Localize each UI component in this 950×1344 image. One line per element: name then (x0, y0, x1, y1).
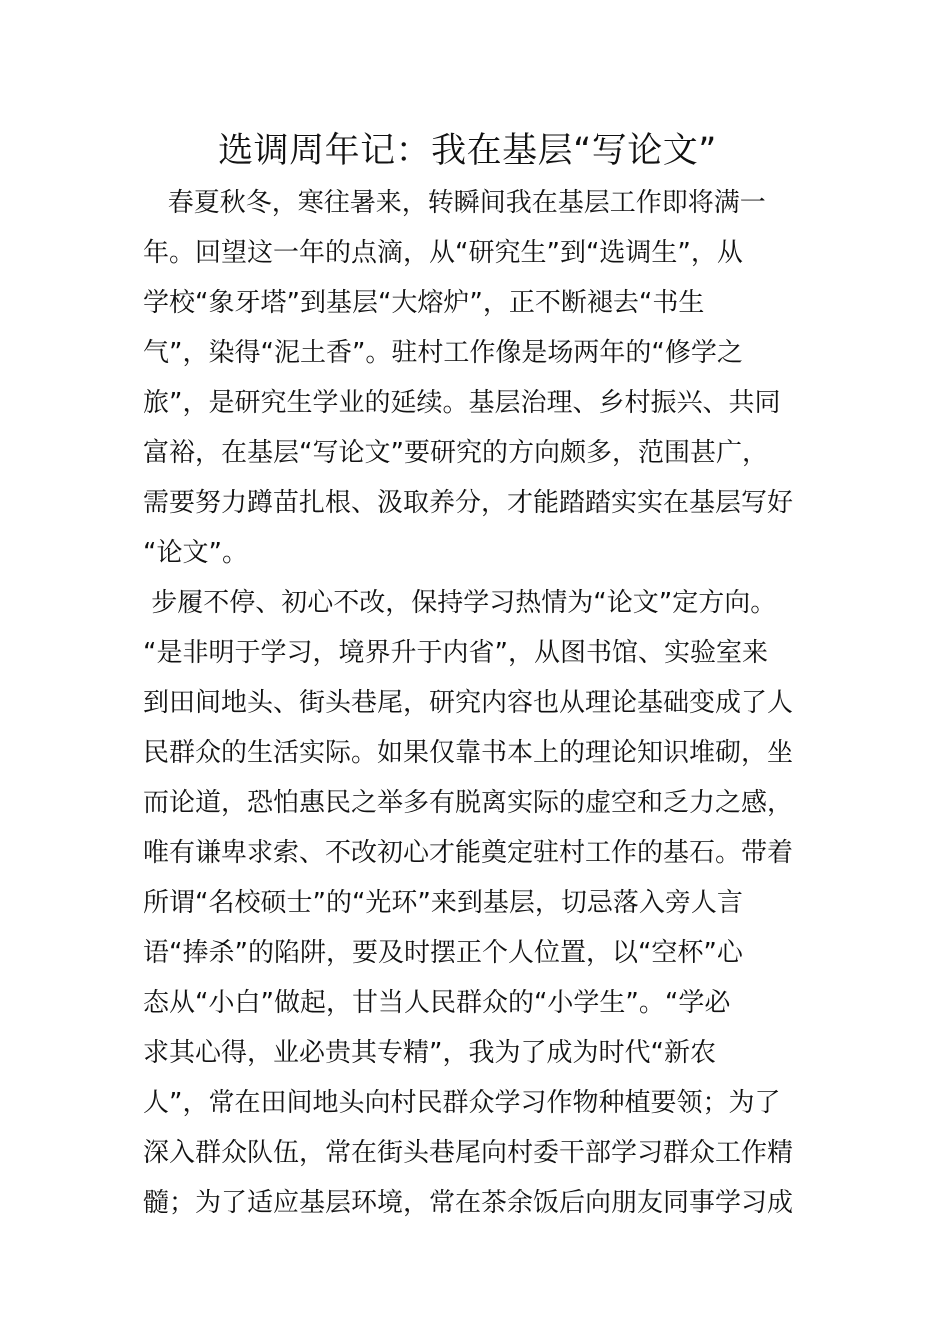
text-line: 民群众的生活实际。如果仅靠书本上的理论知识堆砌，坐 (143, 738, 794, 768)
text-line: “是非明于学习，境界升于内省”，从图书馆、实验室来 (143, 638, 768, 668)
text-line: 人”，常在田间地头向村民群众学习作物种植要领；为了 (143, 1088, 781, 1118)
text-line: 语“捧杀”的陷阱，要及时摆正个人位置，以“空杯”心 (143, 938, 743, 968)
document-body (143, 178, 818, 1228)
text-line: 唯有谦卑求索、不改初心才能奠定驻村工作的基石。带着 (143, 838, 794, 868)
text-line: 气”，染得“泥土香”。驻村工作像是场两年的“修学之 (143, 338, 743, 368)
document-title: 选调周年记：我在基层“写论文” (218, 131, 717, 171)
text-line: “论文”。 (143, 538, 248, 568)
text-line: 态从“小白”做起，甘当人民群众的“小学生”。“学必 (143, 988, 731, 1018)
text-line: 所谓“名校硕士”的“光环”来到基层，切忌落入旁人言 (143, 888, 743, 918)
text-line: 到田间地头、街头巷尾，研究内容也从理论基础变成了人 (143, 688, 794, 718)
text-line: 步履不停、初心不改，保持学习热情为“论文”定方向。 (143, 588, 777, 618)
text-line: 旅”，是研究生学业的延续。基层治理、乡村振兴、共同 (143, 388, 781, 418)
text-line: 富裕，在基层“写论文”要研究的方向颇多，范围甚广， (143, 438, 768, 468)
text-line: 年。回望这一年的点滴，从“研究生”到“选调生”，从 (143, 238, 743, 268)
text-line: 髓；为了适应基层环境，常在茶余饭后向朋友同事学习成 (143, 1188, 794, 1218)
text-line: 学校“象牙塔”到基层“大熔炉”，正不断褪去“书生 (143, 288, 705, 318)
text-line: 需要努力蹲苗扎根、汲取养分，才能踏踏实实在基层写好 (143, 488, 794, 518)
text-line: 深入群众队伍，常在街头巷尾向村委干部学习群众工作精 (143, 1138, 794, 1168)
text-line: 春夏秋冬，寒往暑来，转瞬间我在基层工作即将满一 (143, 188, 766, 218)
text-line: 而论道，恐怕惠民之举多有脱离实际的虚空和乏力之感， (143, 788, 794, 818)
text-line: 求其心得，业必贵其专精”，我为了成为时代“新农 (143, 1038, 716, 1068)
